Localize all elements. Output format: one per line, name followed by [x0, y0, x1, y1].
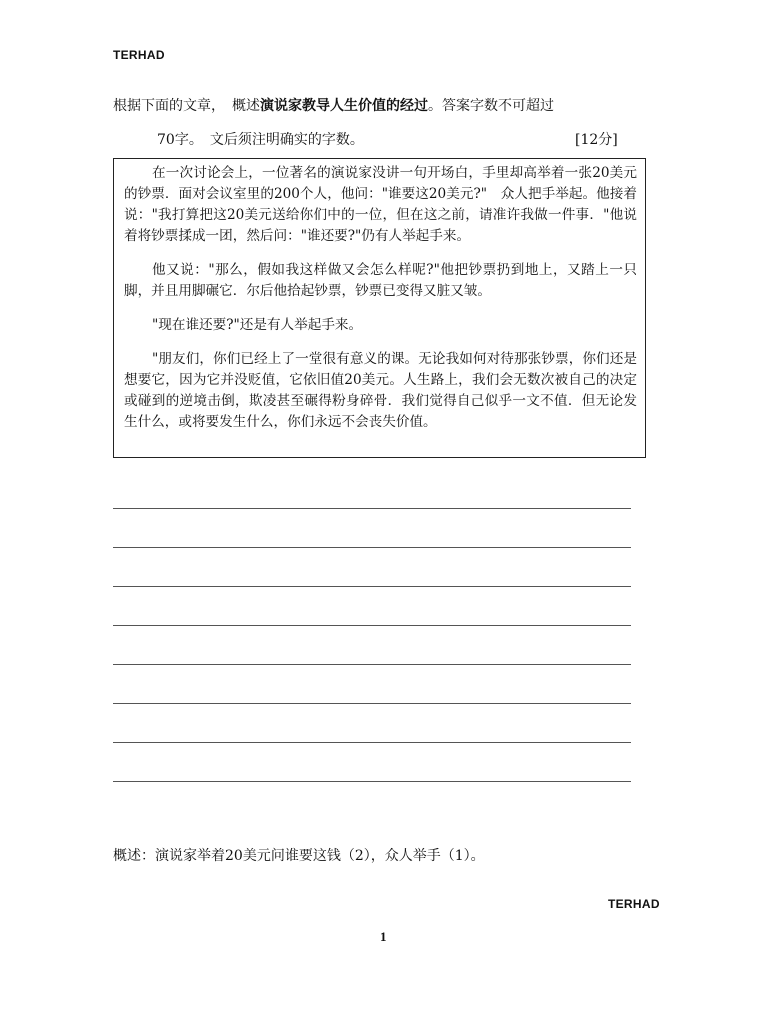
passage-paragraph-4: "朋友们，你们已经上了一堂很有意义的课。无论我如何对待那张钞票，你们还是想要它，因为它并没贬值，它依旧值20美元。人生路上，我们会无数次被自己的决定或碰到的逆境击倒，欺凌甚至碾得粉身碎骨．我们觉得自己似乎一文不值．但无论发生什么，或将要发生什么，你们永远不会丧失价值。 — [124, 351, 637, 430]
classification-label-bottom: TERHAD — [608, 897, 660, 911]
passage-paragraph-3: "现在谁还要?"还是有人举起手来。 — [152, 317, 363, 333]
answer-line[interactable] — [113, 742, 631, 743]
answer-line[interactable] — [113, 781, 631, 782]
page-number: 1 — [380, 929, 387, 944]
instruction-prefix: 根据下面的文章， 概述 — [113, 98, 260, 114]
instruction-line-1 — [113, 96, 673, 116]
answer-line[interactable] — [113, 625, 631, 626]
marks-label: [12分] — [575, 132, 618, 148]
summary-answer: 概述：演说家举着20美元问谁要这钱（2），众人举手（1）。 — [113, 848, 485, 864]
classification-label-top: TERHAD — [113, 48, 165, 62]
answer-line[interactable] — [113, 586, 631, 587]
passage-paragraph-1: 在一次讨论会上，一位著名的演说家没讲一句开场白，手里却高举着一张20美元的钞票．面对会议室里的200个人，他问："谁要这20美元?" 众人把手举起。他接着说："我打算把这20美元送给你们中的一位，但在这之前，请准许我做一件事．"他说着将钞票揉成一团，然后问："谁还要?"仍有人举起手来。 — [124, 165, 637, 244]
answer-line[interactable] — [113, 508, 631, 509]
instruction-line-2: 70字。 文后须注明确实的字数。 — [157, 132, 364, 148]
passage-box — [113, 158, 646, 458]
answer-line[interactable] — [113, 703, 631, 704]
answer-line[interactable] — [113, 664, 631, 665]
passage-paragraph-2: 他又说："那么，假如我这样做又会怎么样呢?"他把钞票扔到地上，又踏上一只脚，并且用脚碾它．尔后他拾起钞票，钞票已变得又脏又皱。 — [124, 262, 637, 299]
answer-line[interactable] — [113, 547, 631, 548]
instruction-emphasis: 演说家教导人生价值的经过 — [260, 98, 428, 114]
instruction-suffix: 。答案字数不可超过 — [428, 98, 554, 114]
